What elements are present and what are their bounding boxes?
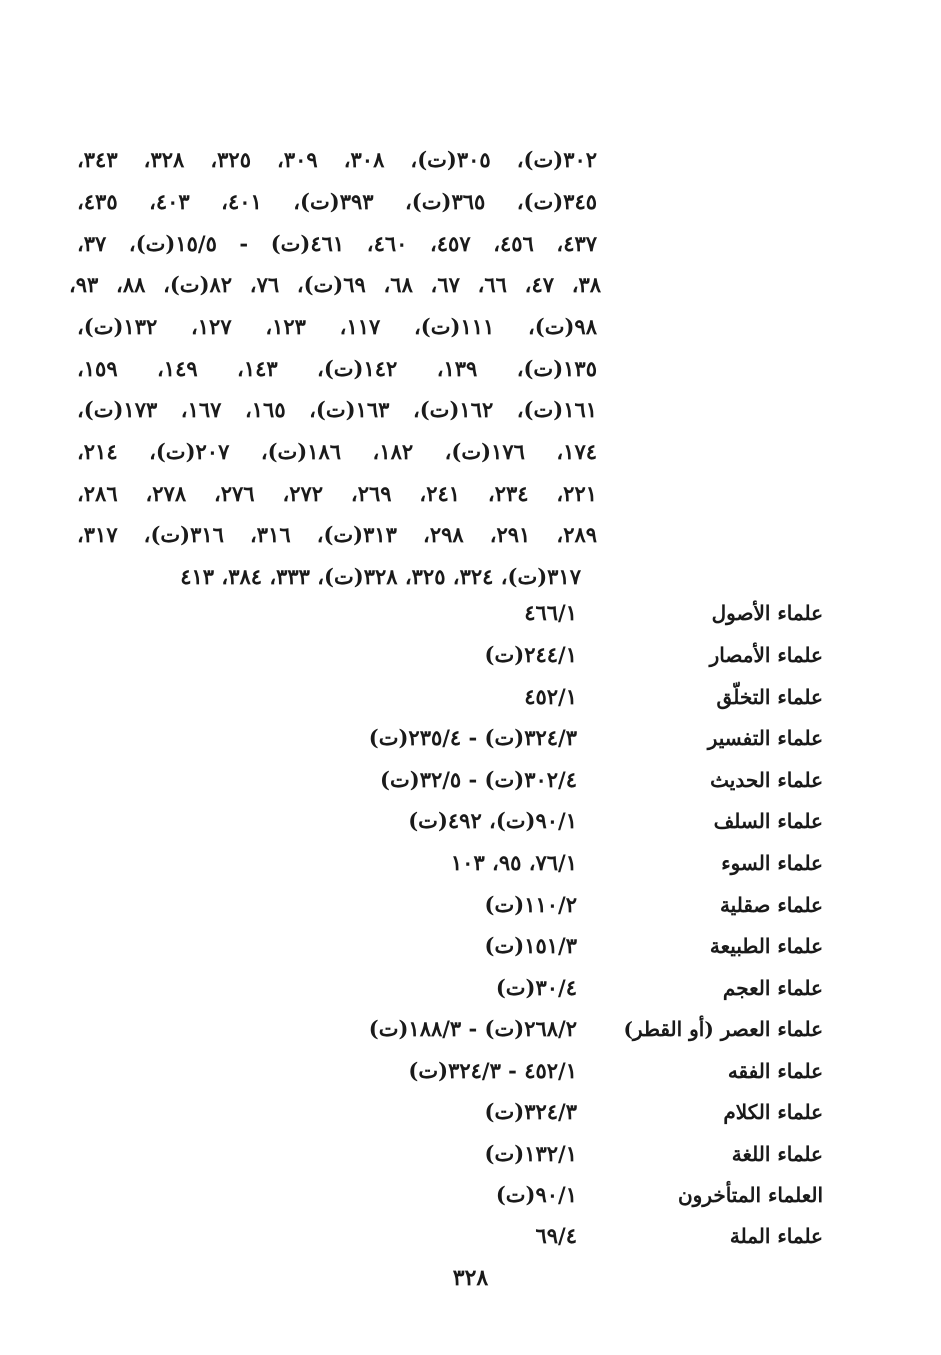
continuation-line: ١٣٥(ت)، ١٣٩، ١٤٢(ت)، ١٤٣، ١٤٩، ١٥٩،: [77, 356, 597, 381]
index-term: علماء التخلّق: [716, 685, 823, 709]
continuation-line: ٢٨٩، ٢٩١، ٢٩٨، ٣١٣(ت)، ٣١٦، ٣١٦(ت)، ٣١٧،: [77, 522, 598, 547]
index-refs: ٤٥٢/١ - ٣٢٤/٣(ت): [408, 1058, 577, 1083]
index-refs: ٤٦٦/١: [524, 600, 577, 625]
index-refs: ١٥١/٣(ت): [484, 933, 577, 958]
index-refs: ١١٠/٢(ت): [484, 892, 577, 917]
index-refs: ٢٦٨/٢(ت) - ١٨٨/٣(ت): [368, 1016, 577, 1041]
continuation-line: ٣٨، ٤٧، ٦٦، ٦٧، ٦٨، ٦٩(ت)، ٧٦، ٨٢(ت)، ٨٨، ٩٣،: [69, 272, 602, 297]
index-term: علماء الحديث: [710, 768, 823, 792]
index-refs: ٦٩/٤: [535, 1223, 577, 1248]
continuation-line: ١٦١(ت)، ١٦٢(ت)، ١٦٣(ت)، ١٦٥، ١٦٧، ١٧٣(ت)،: [77, 397, 598, 422]
index-term: علماء الكلام: [723, 1100, 823, 1124]
index-refs: ٤٥٢/١: [524, 684, 577, 709]
continuation-line: ٤٣٧، ٤٥٦، ٤٥٧، ٤٦٠، ٤٦١(ت) - ١٥/٥(ت)، ٣٧،: [77, 231, 598, 256]
index-refs: ٣٢٤/٣(ت) - ٢٣٥/٤(ت): [368, 725, 577, 750]
index-term: علماء السوء: [721, 851, 823, 875]
index-term: العلماء المتأخرون: [677, 1183, 823, 1207]
continuation-line: ٣٠٢(ت)، ٣٠٥(ت)، ٣٠٨، ٣٠٩، ٣٢٥، ٣٢٨، ٣٤٣،: [77, 147, 598, 172]
index-refs: ١٣٢/١(ت): [484, 1141, 577, 1166]
index-term: علماء اللغة: [731, 1142, 823, 1166]
index-term: علماء العصر (أو القطر): [623, 1017, 823, 1041]
continuation-line: ٩٨(ت)، ١١١(ت)، ١١٧، ١٢٣، ١٢٧، ١٣٢(ت)،: [77, 314, 597, 339]
index-refs: ٣٠/٤(ت): [495, 975, 577, 1000]
page-number: ٣٢٨: [452, 1265, 489, 1291]
index-term: علماء العجم: [722, 976, 823, 1000]
index-refs: ٩٠/١(ت)، ٤٩٢(ت): [408, 808, 577, 833]
index-refs: ٣٢٤/٣(ت): [484, 1099, 577, 1124]
continuation-line: ٢٢١، ٢٣٤، ٢٤١، ٢٦٩، ٢٧٢، ٢٧٦، ٢٧٨، ٢٨٦،: [77, 481, 598, 506]
index-term: علماء السلف: [713, 809, 823, 833]
index-term: علماء الأمصار: [709, 643, 823, 667]
index-term: علماء الأصول: [711, 601, 823, 625]
index-refs: ٣٠٢/٤(ت) - ٣٢/٥(ت): [380, 767, 577, 792]
index-term: علماء الملة: [729, 1224, 823, 1248]
index-term: علماء صقلية: [719, 893, 823, 917]
index-refs: ٩٠/١(ت): [495, 1182, 577, 1207]
index-term: علماء الفقه: [727, 1059, 823, 1083]
continuation-line: ١٧٤، ١٧٦(ت)، ١٨٢، ١٨٦(ت)، ٢٠٧(ت)، ٢١٤،: [77, 439, 598, 464]
index-term: علماء الطبيعة: [709, 934, 823, 958]
continuation-line: ٣١٧(ت)، ٣٢٤، ٣٢٥، ٣٢٨(ت)، ٣٣٣، ٣٨٤، ٤١٣: [180, 564, 581, 589]
index-refs: ٧٦/١، ٩٥، ١٠٣: [450, 850, 577, 875]
continuation-line: ٣٤٥(ت)، ٣٦٥(ت)، ٣٩٣(ت)، ٤٠١، ٤٠٣، ٤٣٥،: [77, 189, 598, 214]
index-refs: ٢٤٤/١(ت): [484, 642, 577, 667]
index-term: علماء التفسير: [707, 726, 823, 750]
